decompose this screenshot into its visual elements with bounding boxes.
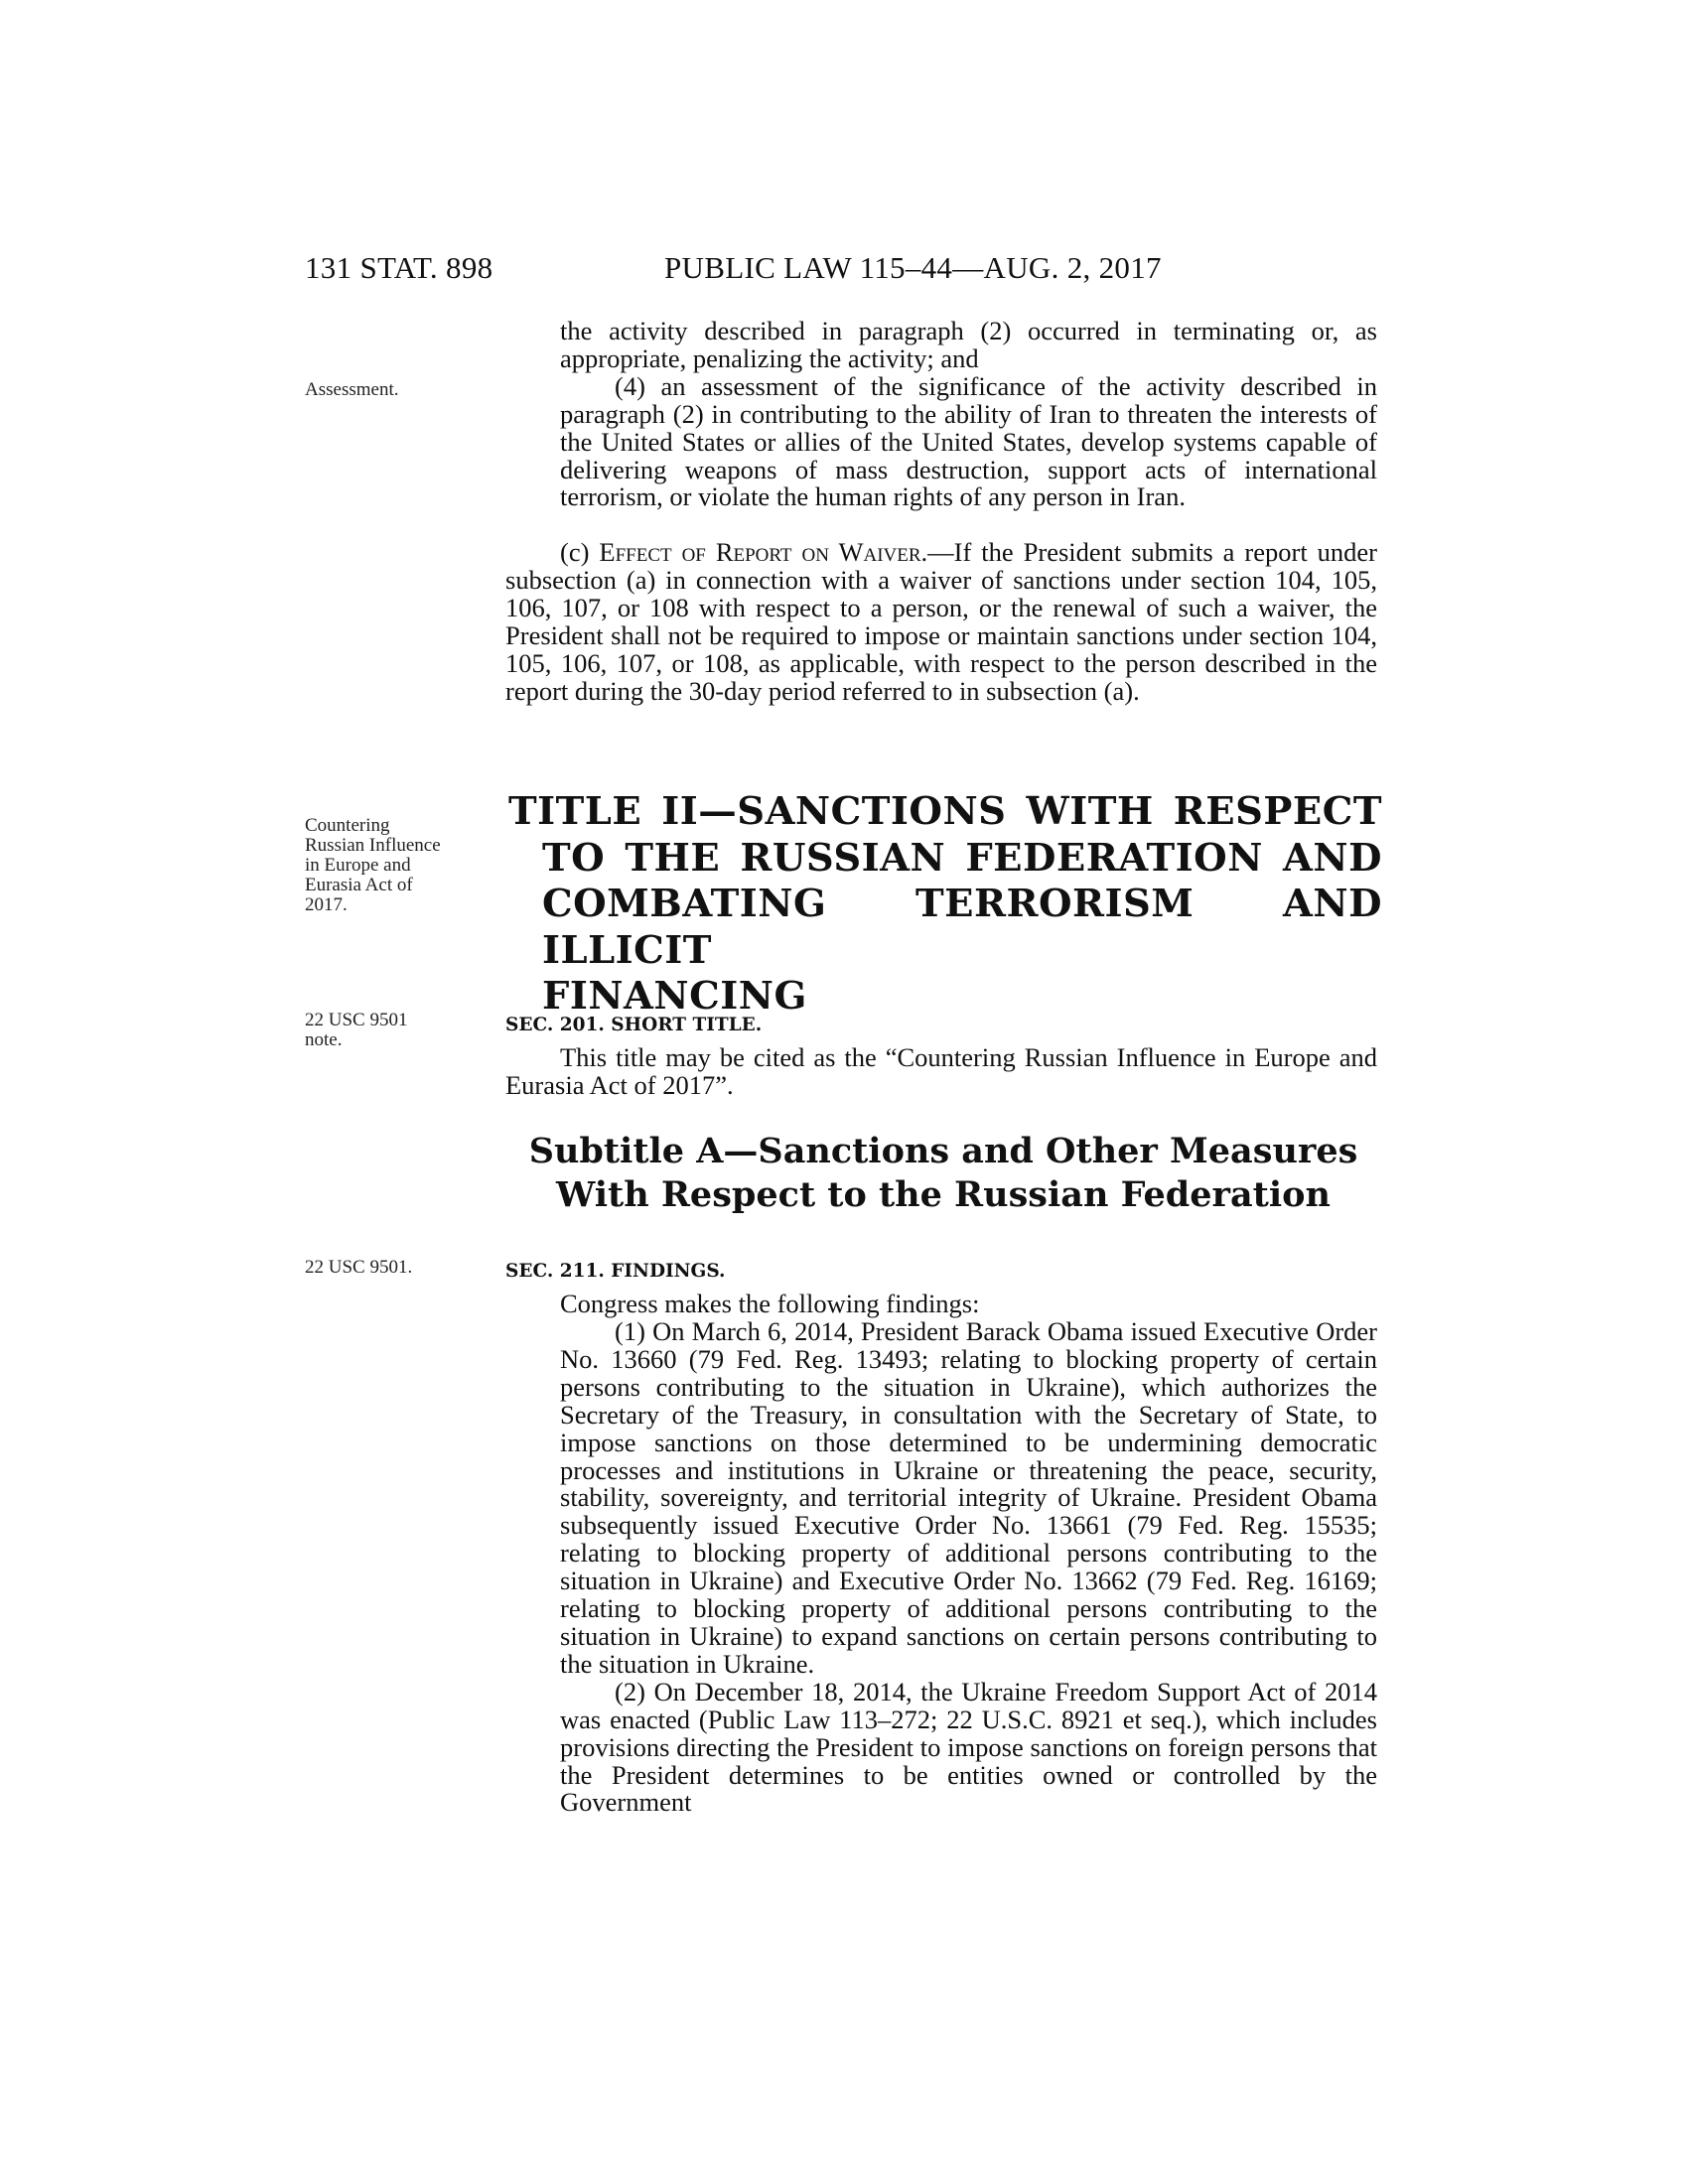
subsection-c-text: If the President submits a report under subsection (a) in connection with a waiver of sanctions under section 104, 105, 106, 107, or 108 with respect to a person, or the renewal of such a waiver, the President shall not be required to impose or maintain sanctions under section 104, 105, 106, 107, or 108, as applicable, with respect to the person described in the report during the 30-day period referred to in subsection (a). <box>505 537 1377 706</box>
subsection-c <box>505 539 1377 705</box>
sec-201-text: This title may be cited as the “Countering Russian Influence in Europe and Eurasia Act of 2017”. <box>505 1042 1377 1100</box>
title-line-2: TO THE RUSSIAN FEDERATION AND <box>542 835 1382 881</box>
sec-211-heading: SEC. 211. FINDINGS. <box>505 1261 726 1282</box>
sec-201-heading: SEC. 201. SHORT TITLE. <box>505 1015 763 1035</box>
item-4: (4) an assessment of the significance of the activity described in paragraph (2) in contributing to the ability of Iran to threaten the interests of the United States or allies of the United States, develop systems capable of delivering weapons of mass destruction, support acts of international terrorism, or violate the human rights of any person in Iran. <box>560 370 1377 512</box>
sec-201-body <box>505 1044 1377 1100</box>
title-line-1: TITLE II—SANCTIONS WITH RESPECT <box>508 789 1382 834</box>
subtitle-line-1: Subtitle A—Sanctions and Other Measures <box>528 1131 1358 1171</box>
sec-211-intro: Congress makes the following findings: <box>560 1289 980 1318</box>
subsection-c-dash: .— <box>920 537 954 567</box>
running-header: PUBLIC LAW 115–44—AUG. 2, 2017 <box>664 250 1162 285</box>
subtitle-a-heading <box>496 1130 1390 1217</box>
subsection-c-heading: Effect of Report on Waiver <box>599 537 921 567</box>
margin-note-usc-2: 22 USC 9501. <box>305 1257 413 1278</box>
title-line-4: FINANCING <box>542 974 807 1019</box>
page-number: 131 STAT. 898 <box>305 250 493 285</box>
subtitle-line-2: With Respect to the Russian Federation <box>556 1174 1331 1215</box>
margin-note-usc-1: 22 USC 9501 note. <box>305 1010 408 1050</box>
sec-211-body <box>505 1291 1377 1318</box>
subsection-c-paragraph <box>505 539 1377 705</box>
continuation-text: the activity described in paragraph (2) occurred in terminating or, as appropriate, penalizing the activity; and <box>560 316 1377 373</box>
title-ii-heading <box>508 789 1382 1021</box>
finding-2: (2) On December 18, 2014, the Ukraine Freedom Support Act of 2014 was enacted (Public Law 113–272; 22 U.S.C. 8921 et seq.), which includes provisions directing the President to impose sanctions on foreign persons that the President determines to be entities owned or controlled by the Government <box>560 1676 1377 1818</box>
continuation-paragraph <box>560 318 1377 511</box>
subsection-c-label: (c) <box>560 537 600 567</box>
finding-1: (1) On March 6, 2014, President Barack Obama issued Executive Order No. 13660 (79 Fed. Reg. 13493; relating to blocking property of certain persons contributing to the situation in Ukraine), which authorizes the Secretary of the Treasury, in consultation with the Secretary of State, to impose sanctions on those determined to be undermining democratic processes and institutions in Ukraine or threatening the peace, security, stability, sovereignty, and territorial integrity of Ukraine. President Obama subsequently issued Executive Order No. 13661 (79 Fed. Reg. 15535; relating to blocking property of additional persons contributing to the situation in Ukraine) and Executive Order No. 13662 (79 Fed. Reg. 16169; relating to blocking property of additional persons contributing to the situation in Ukraine) to expand sanctions on certain persons contributing to the situation in Ukraine. <box>560 1316 1377 1679</box>
title-line-3: COMBATING TERRORISM AND ILLICIT <box>542 882 1382 973</box>
sec-211-findings <box>560 1318 1377 1817</box>
margin-note-short-title: Countering Russian Influence in Europe and Eurasia Act of 2017. <box>305 815 441 915</box>
margin-note-assessment: Assessment. <box>305 379 399 400</box>
